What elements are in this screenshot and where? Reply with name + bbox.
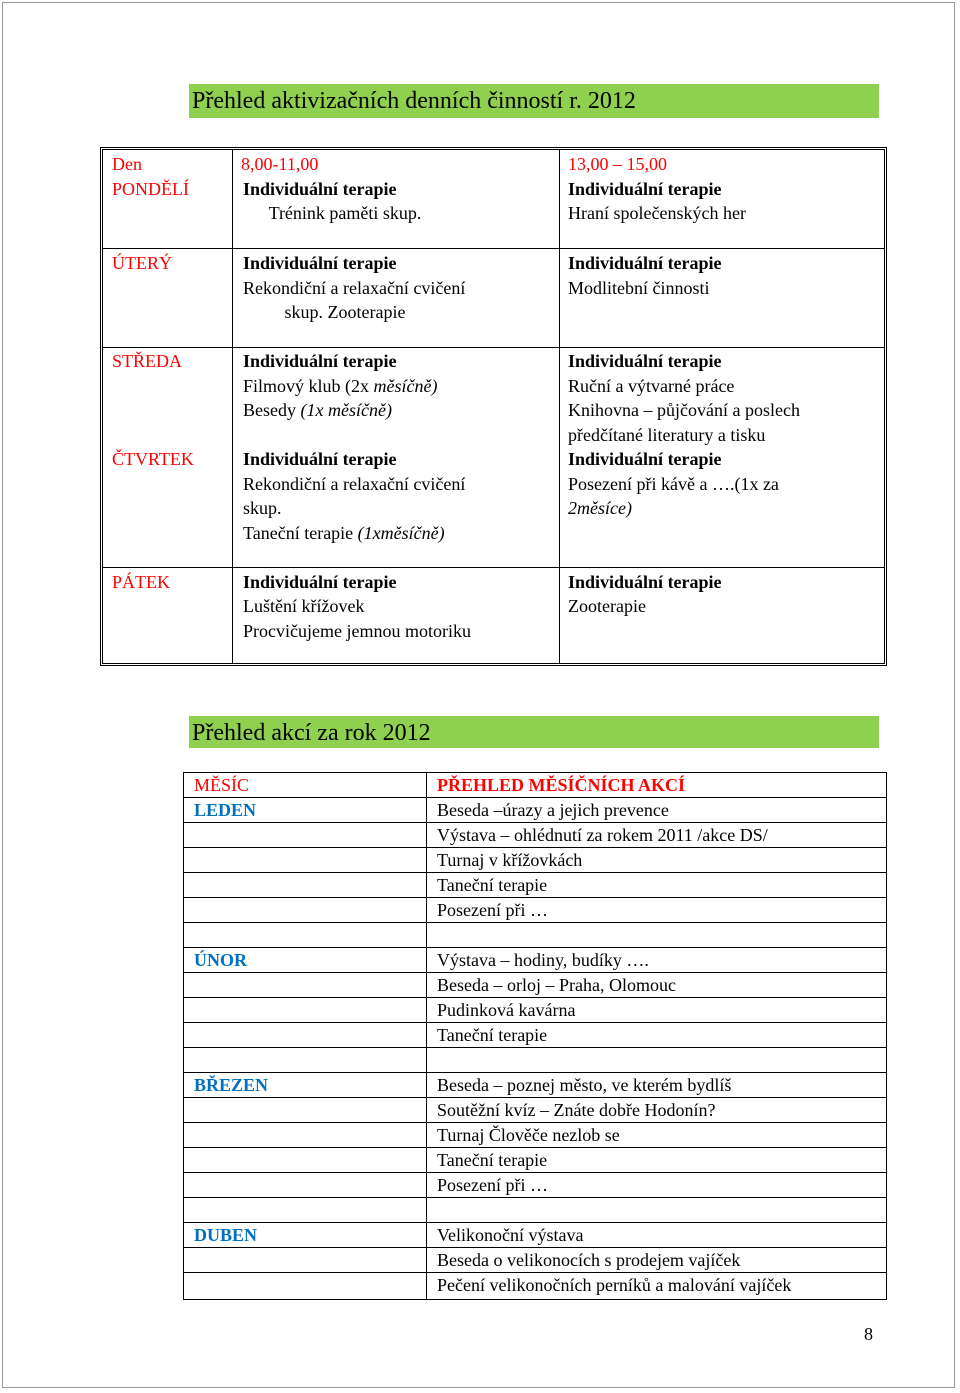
streda-pm-3: Knihovna – půjčování a poslech: [568, 400, 800, 420]
ctvrtek-pm-2: Posezení při kávě a ….(1x za: [568, 474, 779, 494]
utery-am-3: skup. Zooterapie: [284, 302, 406, 322]
event-item: Taneční terapie: [437, 875, 548, 895]
events-col-events: PŘEHLED MĚSÍČNÍCH AKCÍ: [437, 775, 686, 795]
streda-pm-2: Ruční a výtvarné práce: [568, 376, 735, 396]
streda-am-3: [243, 398, 392, 423]
ctvrtek-am-3: skup.: [243, 498, 282, 518]
streda-am-2-italic: měsíčně): [373, 376, 438, 396]
patek-am-2: Luštění křížovek: [243, 596, 365, 616]
header-morning: 8,00-11,00: [241, 154, 319, 174]
utery-pm-1: Individuální terapie: [568, 253, 722, 273]
day-patek: PÁTEK: [112, 572, 170, 592]
utery-pm-2: Modlitební činnosti: [568, 278, 710, 298]
event-item: Turnaj Člověče nezlob se: [437, 1125, 620, 1145]
streda-am-1: Individuální terapie: [243, 351, 397, 371]
streda-am-2: [243, 374, 437, 399]
event-item: Posezení při …: [437, 900, 548, 920]
ctvrtek-am-4-text: Taneční terapie: [243, 523, 358, 543]
streda-am-3-italic: (1x měsíčně): [300, 400, 392, 420]
streda-am-3-text: Besedy: [243, 400, 301, 420]
ctvrtek-am-4-italic: (1xměsíčně): [357, 523, 445, 543]
pondeli-am-2: Trénink paměti skup.: [268, 203, 422, 223]
event-item: Soutěžní kvíz – Znáte dobře Hodonín?: [437, 1100, 716, 1120]
events-heading-text: Přehled akcí za rok 2012: [192, 720, 431, 746]
schedule-row-divider-3: [103, 567, 884, 568]
event-item: Beseda –úrazy a jejich prevence: [437, 800, 669, 820]
utery-am-2: Rekondiční a relaxační cvičení: [243, 278, 466, 298]
event-item: Pečení velikonočních perníků a malování vajíček: [437, 1275, 792, 1295]
month-brezen: BŘEZEN: [194, 1075, 269, 1095]
day-utery: ÚTERÝ: [112, 253, 172, 273]
ctvrtek-am-2: Rekondiční a relaxační cvičení: [243, 474, 466, 494]
events-month-column: [184, 773, 427, 1299]
patek-pm-2: Zooterapie: [568, 596, 646, 616]
month-unor: ÚNOR: [194, 950, 247, 970]
day-ctvrtek: ČTVRTEK: [112, 449, 194, 469]
event-item: Beseda o velikonocích s prodejem vajíček: [437, 1250, 741, 1270]
patek-pm-1: Individuální terapie: [568, 572, 722, 592]
activities-heading-text: Přehled aktivizačních denních činností r. 2012: [192, 88, 636, 114]
day-streda: STŘEDA: [112, 351, 183, 371]
ctvrtek-am-4: [243, 521, 445, 546]
patek-am-3: Procvičujeme jemnou motoriku: [243, 621, 471, 641]
event-item: Taneční terapie: [437, 1150, 548, 1170]
ctvrtek-am-1: Individuální terapie: [243, 449, 397, 469]
schedule-col-divider-2: [559, 150, 560, 663]
events-heading: [189, 716, 879, 748]
events-table: [183, 772, 887, 1300]
pondeli-am-1: Individuální terapie: [243, 179, 397, 199]
month-leden: LEDEN: [194, 800, 257, 820]
schedule-table: [100, 147, 887, 666]
page-number: 8: [864, 1324, 873, 1344]
ctvrtek-pm-1: Individuální terapie: [568, 449, 722, 469]
event-item: Beseda – orloj – Praha, Olomouc: [437, 975, 676, 995]
header-afternoon: 13,00 – 15,00: [568, 154, 667, 174]
event-item: Velikonoční výstava: [437, 1225, 584, 1245]
event-item: Pudinková kavárna: [437, 1000, 576, 1020]
event-item: Výstava – ohlédnutí za rokem 2011 /akce DS/: [437, 825, 768, 845]
patek-am-1: Individuální terapie: [243, 572, 397, 592]
event-item: Beseda – poznej město, ve kterém bydlíš: [437, 1075, 732, 1095]
pondeli-pm-1: Individuální terapie: [568, 179, 722, 199]
schedule-row-divider-2: [103, 347, 884, 348]
event-item: Posezení při …: [437, 1175, 548, 1195]
events-col-month: MĚSÍC: [194, 775, 250, 795]
streda-pm-4: předčítané literatury a tisku: [568, 425, 766, 445]
activities-heading: [189, 84, 879, 118]
schedule-row-divider-1: [103, 248, 884, 249]
month-duben: DUBEN: [194, 1225, 258, 1245]
streda-pm-1: Individuální terapie: [568, 351, 722, 371]
utery-am-1: Individuální terapie: [243, 253, 397, 273]
day-pondeli: PONDĚLÍ: [112, 179, 189, 199]
event-item: Turnaj v křížovkách: [437, 850, 583, 870]
pondeli-pm-2: Hraní společenských her: [568, 203, 746, 223]
ctvrtek-pm-3: 2měsíce): [568, 498, 632, 518]
header-day: Den: [112, 154, 142, 174]
event-item: Taneční terapie: [437, 1025, 548, 1045]
schedule-col-divider-1: [232, 150, 233, 663]
streda-am-2-text: Filmový klub (2x: [243, 376, 374, 396]
event-item: Výstava – hodiny, budíky ….: [437, 950, 649, 970]
